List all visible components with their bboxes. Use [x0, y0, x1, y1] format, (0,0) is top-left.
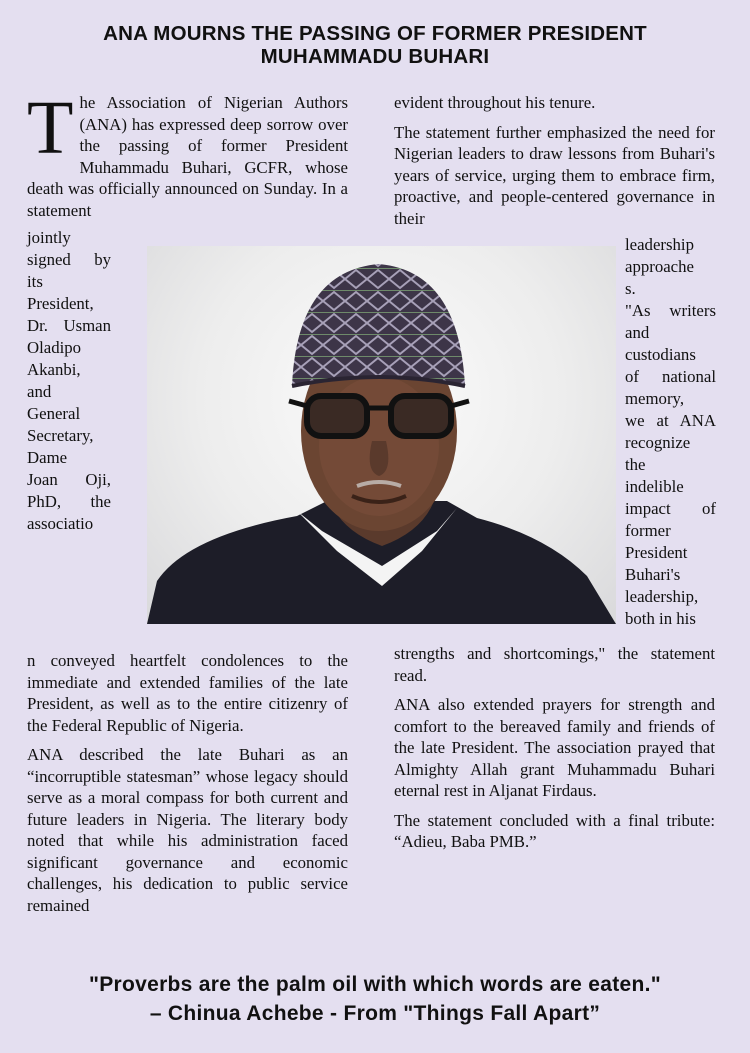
- headline-line-1: ANA MOURNS THE PASSING OF FORMER PRESIDENT: [103, 22, 647, 45]
- narrow-line: jointly: [27, 228, 71, 247]
- portrait-illustration: [147, 246, 616, 624]
- intro-text: he Association of Nigerian Authors (ANA) has expressed deep sorrow over the passing of former President Muhammadu Buhari, GCFR, whose death was officially announced on Sunday. In a statement: [27, 93, 348, 220]
- narrow-line: leadership,: [625, 587, 699, 606]
- narrow-line: we at ANA: [625, 411, 716, 430]
- headline-line-2: MUHAMMADU BUHARI: [260, 45, 490, 68]
- narrow-line: Dame: [27, 448, 68, 467]
- left-narrow-column: [27, 227, 111, 535]
- narrow-line: memory,: [625, 389, 685, 408]
- quote-line-1: "Proverbs are the palm oil with which words are eaten.": [88, 973, 662, 996]
- right-bottom: [394, 643, 715, 861]
- narrow-line: Dr. Usman: [27, 316, 111, 335]
- narrow-line: former: [625, 521, 671, 540]
- left-paragraph-statesman: ANA described the late Buhari as an “incorruptible statesman” whose legacy should serve as a moral compass for both current and future leaders in Nigeria. The literary body noted that while his administration faced significant governance and economic challenges, his dedication to public service remained: [27, 745, 348, 915]
- right-paragraph-tribute: The statement concluded with a final tribute: “Adieu, Baba PMB.”: [394, 810, 715, 851]
- narrow-line: PhD, the: [27, 492, 111, 511]
- narrow-line: associatio: [27, 514, 94, 533]
- narrow-line: custodians: [625, 345, 696, 364]
- right-paragraph-prayers: ANA also extended prayers for strength and comfort to the bereaved family and friends of the late President. The association prayed that Almighty Allah grant Muhammadu Buhari eternal rest in Aljanat Firdaus.: [394, 695, 715, 800]
- drop-cap: T: [27, 86, 74, 170]
- narrow-line: s.: [625, 279, 636, 298]
- narrow-line: "As writers: [625, 301, 716, 320]
- narrow-line: approache: [625, 257, 694, 276]
- narrow-line: its: [27, 272, 43, 291]
- quote-line-2: – Chinua Achebe - From "Things Fall Apart”: [149, 1002, 601, 1025]
- narrow-line: Secretary,: [27, 426, 94, 445]
- narrow-line: President: [625, 543, 688, 562]
- narrow-line: Oladipo: [27, 338, 82, 357]
- narrow-line: President,: [27, 294, 94, 313]
- portrait-photo: [147, 246, 616, 624]
- right-paragraph-statement-read: strengths and shortcomings," the statement read.: [394, 644, 715, 685]
- left-intro: [27, 86, 348, 221]
- narrow-line: Buhari's: [625, 565, 681, 584]
- closing-quote: [10, 970, 740, 1028]
- narrow-line: both in his: [625, 609, 696, 628]
- narrow-line: the: [625, 455, 646, 474]
- narrow-line: indelible: [625, 477, 684, 496]
- narrow-line: leadership: [625, 235, 694, 254]
- left-paragraph-condolences: n conveyed heartfelt condolences to the immediate and extended families of the late President, as well as to the entire citizenry of the Federal Republic of Nigeria.: [27, 651, 348, 735]
- left-bottom: [27, 650, 348, 924]
- narrow-line: of national: [625, 367, 716, 386]
- narrow-line: General: [27, 404, 81, 423]
- narrow-line: impact of: [625, 499, 716, 518]
- right-narrow-column: [625, 234, 716, 630]
- headline: [20, 22, 730, 68]
- right-top: [394, 92, 715, 229]
- narrow-line: and: [27, 382, 52, 401]
- narrow-line: and: [625, 323, 650, 342]
- narrow-line: Joan Oji,: [27, 470, 111, 489]
- right-paragraph-lessons: The statement further emphasized the need for Nigerian leaders to draw lessons from Buhari's years of service, urging them to embrace firm, proactive, and people-centered governance in their: [394, 122, 715, 228]
- narrow-line: signed by: [27, 250, 111, 269]
- right-paragraph-tenure: evident throughout his tenure.: [394, 93, 596, 112]
- narrow-line: recognize: [625, 433, 691, 452]
- narrow-line: Akanbi,: [27, 360, 81, 379]
